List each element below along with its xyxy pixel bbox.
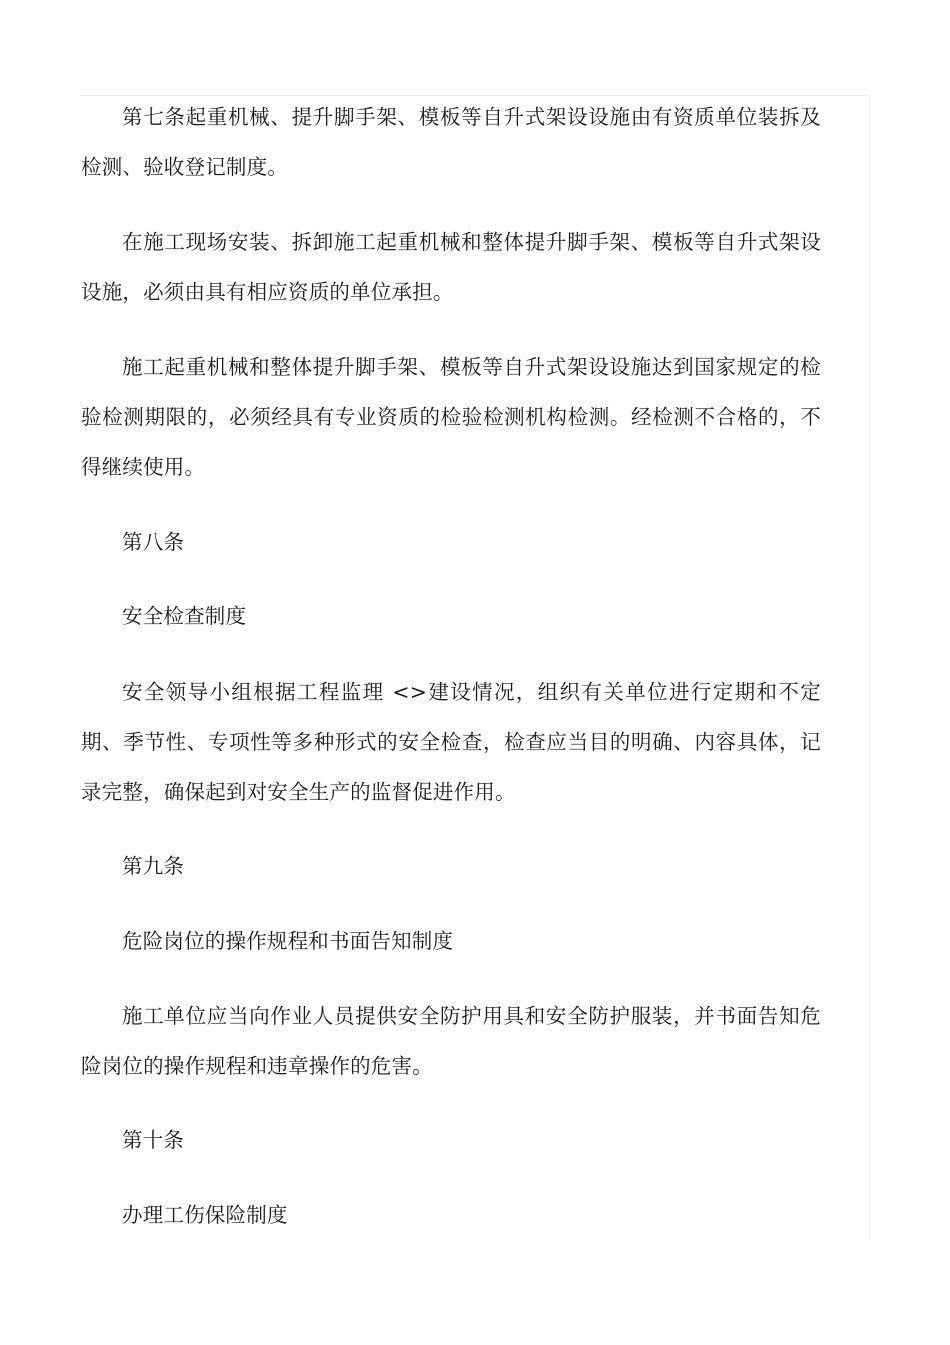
article-8-title: 安全检查制度 <box>122 604 247 628</box>
article-7-heading-paragraph: 第七条起重机械、提升脚手架、模板等自升式架设设施由有资质单位装拆及检测、验收登记制度。 <box>81 105 821 179</box>
article-9-number: 第九条 <box>122 854 185 878</box>
article-10-title: 办理工伤保险制度 <box>122 1203 288 1227</box>
article-10-number: 第十条 <box>122 1128 185 1152</box>
article-7-installation-paragraph: 在施工现场安装、拆卸施工起重机械和整体提升脚手架、模板等自升式架设设施，必须由具有相应资质的单位承担。 <box>81 230 821 304</box>
article-9-title: 危险岗位的操作规程和书面告知制度 <box>122 929 454 953</box>
article-8-number: 第八条 <box>122 530 185 554</box>
article-9-body-paragraph: 施工单位应当向作业人员提供安全防护用具和安全防护服装，并书面告知危险岗位的操作规程和违章操作的危害。 <box>81 1004 821 1078</box>
article-7-inspection-paragraph: 施工起重机械和整体提升脚手架、模板等自升式架设设施达到国家规定的检验检测期限的，必须经具有专业资质的检验检测机构检测。经检测不合格的，不得继续使用。 <box>81 355 821 479</box>
page-border-right <box>869 95 870 1238</box>
article-8-body-paragraph: 安全领导小组根据工程监理 <>建设情况，组织有关单位进行定期和不定期、季节性、专项性等多种形式的安全检查，检查应当目的明确、内容具体，记录完整，确保起到对安全生产的监督促进作用。 <box>81 680 821 804</box>
